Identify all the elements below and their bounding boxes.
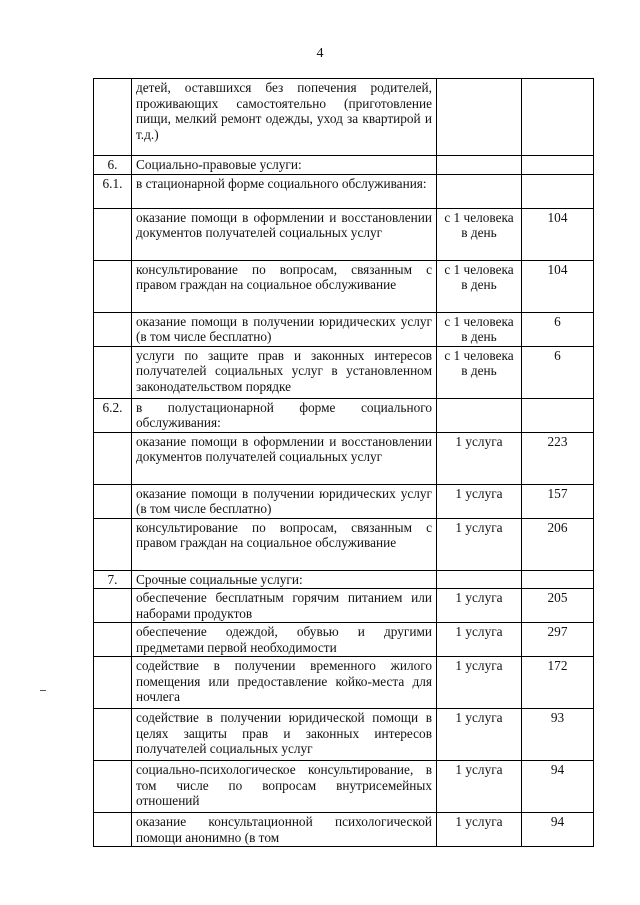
service-description: детей, оставшихся без попечения родителей, проживающих самостоятельно (приготовление пищи, мелкий ремонт одежды, уход за квартирой и т.д.) (132, 79, 437, 156)
table-row (94, 657, 594, 709)
unit-cell (437, 156, 522, 175)
service-description: оказание помощи в оформлении и восстановлении документов получателей социальных услуг (132, 432, 437, 484)
tariff-value: 94 (522, 761, 594, 813)
tariff-value: 94 (522, 813, 594, 847)
tariff-value: 6 (522, 346, 594, 398)
tariff-value: 297 (522, 623, 594, 657)
tariff-value: 172 (522, 657, 594, 709)
service-description: консультирование по вопросам, связанным с правом граждан на социальное обслуживание (132, 260, 437, 312)
table-row (94, 398, 594, 432)
table-row (94, 709, 594, 761)
unit-cell: 1 услуга (437, 761, 522, 813)
unit-cell (437, 174, 522, 208)
unit-cell: 1 услуга (437, 484, 522, 518)
tariff-value: 6 (522, 312, 594, 346)
row-number (94, 518, 132, 570)
table-row (94, 346, 594, 398)
row-number: 6.2. (94, 398, 132, 432)
unit-cell: 1 услуга (437, 432, 522, 484)
row-number (94, 761, 132, 813)
service-description: консультирование по вопросам, связанным с правом граждан на социальное обслуживание (132, 518, 437, 570)
unit-cell: с 1 человека в день (437, 346, 522, 398)
service-description: содействие в получении юридической помощи в целях защиты прав и законных интересов получателей социальных услуг (132, 709, 437, 761)
tariff-value: 93 (522, 709, 594, 761)
service-description: в стационарной форме социального обслуживания: (132, 174, 437, 208)
service-description: содействие в получении временного жилого помещения или предоставление койко-места для ночлега (132, 657, 437, 709)
row-number (94, 589, 132, 623)
table-row (94, 813, 594, 847)
unit-cell: 1 услуга (437, 589, 522, 623)
tariff-value (522, 79, 594, 156)
tariff-value: 157 (522, 484, 594, 518)
unit-cell: 1 услуга (437, 709, 522, 761)
service-description: обеспечение бесплатным горячим питанием или наборами продуктов (132, 589, 437, 623)
service-description: социально-психологическое консультирование, в том числе по вопросам внутрисемейных отношений (132, 761, 437, 813)
tariff-value: 206 (522, 518, 594, 570)
page-number: 4 (316, 46, 324, 61)
row-number (94, 312, 132, 346)
service-description: Социально-правовые услуги: (132, 156, 437, 175)
unit-cell: 1 услуга (437, 518, 522, 570)
row-number: 6. (94, 156, 132, 175)
unit-cell: 1 услуга (437, 657, 522, 709)
row-number (94, 657, 132, 709)
row-number (94, 709, 132, 761)
tariff-value: 104 (522, 208, 594, 260)
tariff-value (522, 570, 594, 589)
tariff-value (522, 398, 594, 432)
tariff-value: 205 (522, 589, 594, 623)
service-description: Срочные социальные услуги: (132, 570, 437, 589)
row-number (94, 79, 132, 156)
table-row (94, 432, 594, 484)
unit-cell (437, 570, 522, 589)
service-description: в полустационарной форме социального обслуживания: (132, 398, 437, 432)
row-number: 6.1. (94, 174, 132, 208)
service-description: обеспечение одеждой, обувью и другими предметами первой необходимости (132, 623, 437, 657)
tariff-value: 223 (522, 432, 594, 484)
service-description: услуги по защите прав и законных интересов получателей социальных услуг в установленном законодательством порядке (132, 346, 437, 398)
tariff-value (522, 156, 594, 175)
margin-mark (40, 690, 46, 691)
service-description: оказание помощи в получении юридических услуг (в том числе бесплатно) (132, 484, 437, 518)
unit-cell: с 1 человека в день (437, 312, 522, 346)
unit-cell (437, 398, 522, 432)
row-number (94, 208, 132, 260)
row-number (94, 346, 132, 398)
table-row (94, 312, 594, 346)
services-table-body (94, 79, 594, 847)
row-number (94, 260, 132, 312)
tariff-value: 104 (522, 260, 594, 312)
table-row (94, 761, 594, 813)
table-row (94, 484, 594, 518)
table-row (94, 518, 594, 570)
service-description: оказание помощи в получении юридических услуг (в том числе бесплатно) (132, 312, 437, 346)
table-row (94, 174, 594, 208)
table-row (94, 79, 594, 156)
unit-cell: 1 услуга (437, 813, 522, 847)
services-table (93, 78, 594, 847)
service-description: оказание помощи в оформлении и восстановлении документов получателей социальных услуг (132, 208, 437, 260)
row-number (94, 432, 132, 484)
service-description: оказание консультационной психологической помощи анонимно (в том (132, 813, 437, 847)
table-row (94, 589, 594, 623)
tariff-value (522, 174, 594, 208)
unit-cell: с 1 человека в день (437, 260, 522, 312)
row-number (94, 484, 132, 518)
table-row (94, 570, 594, 589)
table-row (94, 156, 594, 175)
unit-cell (437, 79, 522, 156)
row-number (94, 813, 132, 847)
table-row (94, 260, 594, 312)
table-row (94, 623, 594, 657)
row-number (94, 623, 132, 657)
unit-cell: 1 услуга (437, 623, 522, 657)
table-row (94, 208, 594, 260)
row-number: 7. (94, 570, 132, 589)
unit-cell: с 1 человека в день (437, 208, 522, 260)
